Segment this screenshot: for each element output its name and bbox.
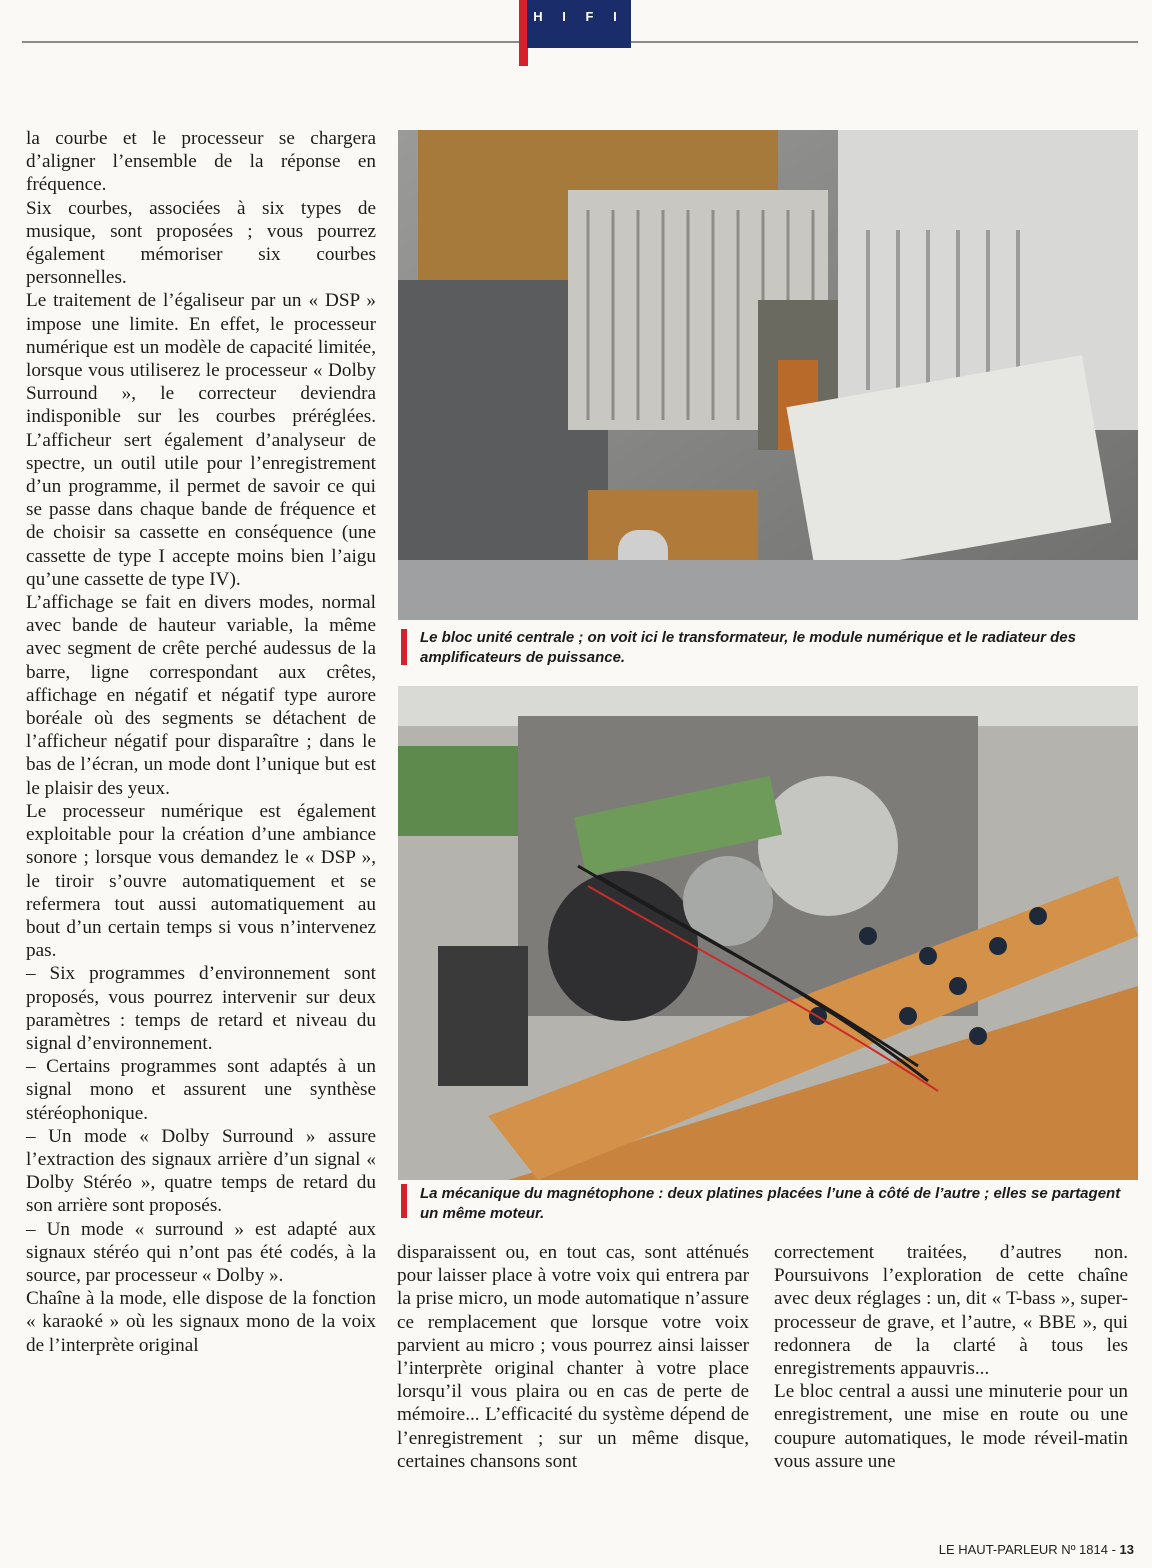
photo-caption: La mécanique du magnétophone : deux platines placées l’une à côté de l’autre ; elles se partagent un même moteur. <box>420 1185 1121 1222</box>
paragraph: disparaissent ou, en tout cas, sont atténués pour laisser place à votre voix qui entrera par la prise micro, un mode automatique n’assure ce remplacement que lorsque votre voix parvient au micro ; vous pourrez ainsi laisser l’interprète original chanter à votre place lorsqu’il vous plaira ou en cas de perte de mémoire... L’efficacité du système dépend de l’enregistrement ; sur un même disque, certaines chansons sont <box>397 1242 749 1472</box>
photo-tape-mechanism <box>398 686 1138 1180</box>
publication-name: LE HAUT-PARLEUR Nº 1814 - <box>938 1542 1120 1557</box>
paragraph: L’affichage se fait en divers modes, normal avec bande de hauteur variable, la même avec segment de crête perché audessus de la barre, ligne correspondant aux crêtes, affichage en négatif et négatif type aurore boréale où des segments se détachent de l’afficheur négatif pour disparaître ; dans le bas de l’écran, un mode dont l’unique but est le plaisir des yeux. <box>26 592 376 799</box>
caption-red-marker <box>401 629 407 665</box>
middle-column <box>397 1241 749 1473</box>
paragraph: Le bloc central a aussi une minuterie pour un enregistrement, une mise en route ou une coupure automatiques, le mode réveil-matin vous assure une <box>774 1381 1128 1472</box>
paragraph: correctement traitées, d’autres non. Poursuivons l’exploration de cette chaîne avec deux réglages : un, dit « T-bass », super-processeur de grave, et l’autre, « BBE », qui redonnera de la clarté à tous les enregistrements appauvris... <box>774 1242 1128 1380</box>
caption-red-marker <box>401 1184 407 1218</box>
paragraph: Le traitement de l’égaliseur par un « DSP » impose une limite. En effet, le processeur numérique est un modèle de capacité limitée, lorsque vous utiliserez le processeur « Dolby Surround », le correcteur deviendra indisponible sur les courbes préréglées. L’afficheur sert également d’analyseur de spectre, un outil utile pour l’enregistrement d’un programme, il permet de savoir ce qui se passe dans chaque bande de fréquence et de choisir sa cassette en conséquence (une cassette de type I accepte moins bien l’aigu qu’une cassette de type IV). <box>26 290 376 590</box>
paragraph: Six courbes, associées à six types de musique, sont proposées ; vous pourrez également mémoriser six courbes personnelles. <box>26 197 376 289</box>
paragraph: la courbe et le processeur se chargera d’aligner l’ensemble de la réponse en fréquence. <box>26 128 376 196</box>
paragraph: – Un mode « surround » est adapté aux signaux stéréo qui n’ont pas été codés, à la source, par processeur « Dolby ». <box>26 1218 376 1286</box>
paragraph: – Certains programmes sont adaptés à un signal mono et assurent une synthèse stéréophonique. <box>26 1056 376 1124</box>
paragraph: – Un mode « Dolby Surround » assure l’extraction des signaux arrière d’un signal « Dolby Stéréo », quatre temps de retard du son arrière sont proposés. <box>26 1125 376 1217</box>
right-column <box>774 1241 1128 1473</box>
photo-caption: Le bloc unité centrale ; on voit ici le transformateur, le module numérique et le radiateur des amplificateurs de puissance. <box>420 629 1076 666</box>
paragraph: Chaîne à la mode, elle dispose de la fonction « karaoké » où les signaux mono de la voix de l’interprète original <box>26 1288 376 1356</box>
page-number: 13 <box>1119 1542 1134 1557</box>
paragraph: – Six programmes d’environnement sont proposés, vous pourrez intervenir sur deux paramètres : temps de retard et niveau du signal d’environnement. <box>26 963 376 1054</box>
section-tab: H I F I <box>527 0 631 48</box>
left-column <box>26 127 376 1357</box>
page-footer <box>894 1542 1134 1557</box>
photo-central-unit <box>398 130 1138 620</box>
paragraph: Le processeur numérique est également exploitable pour la création d’une ambiance sonore ; lorsque vous demandez le « DSP », le tiroir s’ouvre automatiquement et se refermera tout aussi automatiquement au bout d’un certain temps si vous n’intervenez pas. <box>26 800 376 962</box>
